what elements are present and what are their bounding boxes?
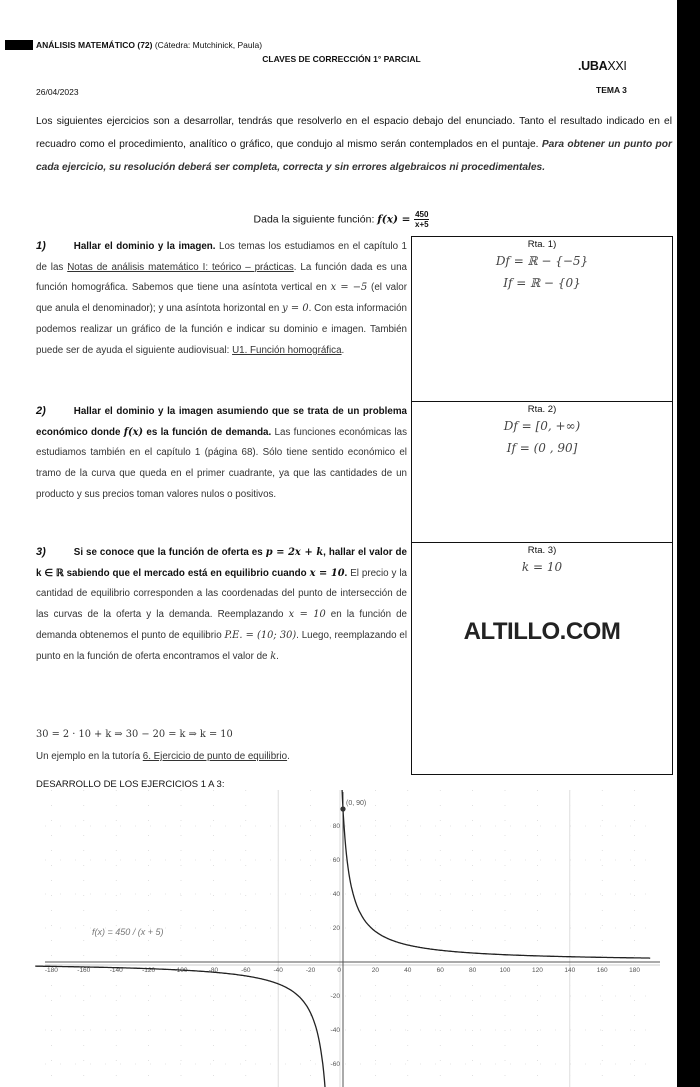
instructions-emphasis: Para obtener un punto por cada ejercicio, su resolución deberá ser completa, correcta y sin errores algebraicos ni procedimentales. <box>36 139 672 173</box>
point-0-90 <box>340 806 345 811</box>
exam-subtitle: CLAVES DE CORRECCIÓN 1° PARCIAL <box>262 54 421 64</box>
y-tick-label: -60 <box>330 1061 340 1068</box>
curve-right-branch <box>341 790 650 958</box>
answer-box-3: Rta. 3) k = 10 <box>411 542 673 775</box>
link-notas[interactable]: Notas de análisis matemático I: teórico – prácticas <box>67 261 294 273</box>
function-graph <box>0 790 683 1087</box>
x-tick-label: -20 <box>305 967 316 974</box>
y-tick-label: 40 <box>332 891 340 898</box>
course-title: ANÁLISIS MATEMÁTICO (72) (Cátedra: Mutchinick, Paula) <box>36 40 263 50</box>
y-tick-label: -40 <box>330 1027 340 1034</box>
x-tick-label: -40 <box>273 967 283 974</box>
y-tick-label: 80 <box>332 823 340 830</box>
curve-left-branch <box>35 966 326 1087</box>
x-tick-label: 40 <box>404 967 412 974</box>
x-tick-label: -120 <box>142 967 156 974</box>
point-label: (0, 90) <box>346 800 367 807</box>
x-tick-label: -60 <box>241 967 251 974</box>
function-label: f(x) = 450 / (x + 5) <box>92 927 164 937</box>
answer-box-1: Rta. 1) Df = ℝ − {−5} If = ℝ − {0} <box>411 236 673 402</box>
x-tick-label: 120 <box>531 967 543 974</box>
equilibrium-equation: 30 = 2 · 10 + k ⇒ 30 − 20 = k ⇒ k = 10 <box>36 729 233 740</box>
x-tick-label: -160 <box>77 967 91 974</box>
x-tick-label: -80 <box>208 967 219 974</box>
origin-label: 0 <box>337 967 341 974</box>
watermark: ALTILLO.COM <box>463 618 621 645</box>
exercise-2: 2) Hallar el dominio y la imagen asumiendo que se trata de un problema económico donde f(x) es la función de demanda. Las funciones económicas las estudiamos también en el capítulo 1 (página 68). Sólo tiene sentido económico el tramo de la curva que queda en el primer cuadrante, ya que las cantidades de un producto y sus precios toman valores nulos o positivos. <box>36 405 408 500</box>
function-fraction: $\frac{450}{x+5}$ <box>415 210 429 229</box>
exercise-1: 1) Hallar el dominio y la imagen. Los temas los estudiamos en el capítulo 1 de las Notas de análisis matemático I: teórico – prácticas. La función dada es una función homográfica. Sabemos que tiene una asíntota vertical en x = −5 (el valor que anula el denominador); y una asíntota horizontal en y = 0. Con esta información podemos realizar un gráfico de la función e indicar su dominio e imagen. También puede ser de ayuda el siguiente audiovisual: U1. Función homográfica. <box>36 240 408 356</box>
y-tick-label: 60 <box>332 857 340 864</box>
desarrollo-title: DESARROLLO DE LOS EJERCICIOS 1 A 3: <box>36 779 225 790</box>
y-tick-label: 20 <box>332 925 340 932</box>
y-tick-label: -20 <box>330 993 340 1000</box>
redaction-block <box>5 40 33 50</box>
answer-box-2: Rta. 2) Df = [0, +∞) If = (0 , 90] <box>411 401 673 543</box>
exercise-3: 3) Si se conoce que la función de oferta es p = 2x + k, hallar el valor de k ∈ ℝ sabiendo que el mercado está en equilibrio cuando x = 10. El precio y la cantidad de equilibrio corresponden a las coordenadas del punto de intersección de las curvas de la oferta y la demanda. Reemplazando x = 10 en la función de demanda obtenemos el punto de equilibrio P.E. = (10; 30). Luego, reemplazando el punto en la función de oferta encontramos el valor de k. <box>36 546 407 662</box>
given-function: Dada la siguiente función: f(x) = $\frac{450}{x+5}$ <box>253 210 429 229</box>
exam-date: 26/04/2023 <box>36 87 79 97</box>
x-tick-label: 180 <box>629 967 641 974</box>
uba-logo: .UBAXXI <box>578 59 627 73</box>
instructions-paragraph: Los siguientes ejercicios son a desarrollar, tendrás que resolverlo en el espacio debajo del enunciado. Tanto el resultado indicado en el recuadro como el procedimiento, analítico o gráfico, que condujo al mismo serán contemplados en el puntaje. Para obtener un punto por cada ejercicio, su resolución deberá ser completa, correcta y sin errores algebraicos ni procedimentales. <box>36 116 672 173</box>
x-tick-label: 60 <box>436 967 444 974</box>
x-tick-label: -180 <box>44 967 58 974</box>
x-tick-label: 100 <box>499 967 511 974</box>
link-funcion-homografica[interactable]: U1. Función homográfica <box>232 344 342 356</box>
tutorial-line: Un ejemplo en la tutoría 6. Ejercicio de punto de equilibrio. <box>36 751 290 762</box>
x-tick-label: 80 <box>468 967 477 974</box>
x-tick-label: 160 <box>596 967 608 974</box>
x-tick-label: -100 <box>174 967 188 974</box>
page-edge-bar <box>677 0 683 1087</box>
link-tutoria-equilibrio[interactable]: 6. Ejercicio de punto de equilibrio <box>142 751 288 762</box>
tema-label: TEMA 3 <box>596 85 627 95</box>
x-tick-label: 20 <box>371 967 380 974</box>
x-tick-label: -140 <box>109 967 123 974</box>
x-tick-label: 140 <box>564 967 576 974</box>
